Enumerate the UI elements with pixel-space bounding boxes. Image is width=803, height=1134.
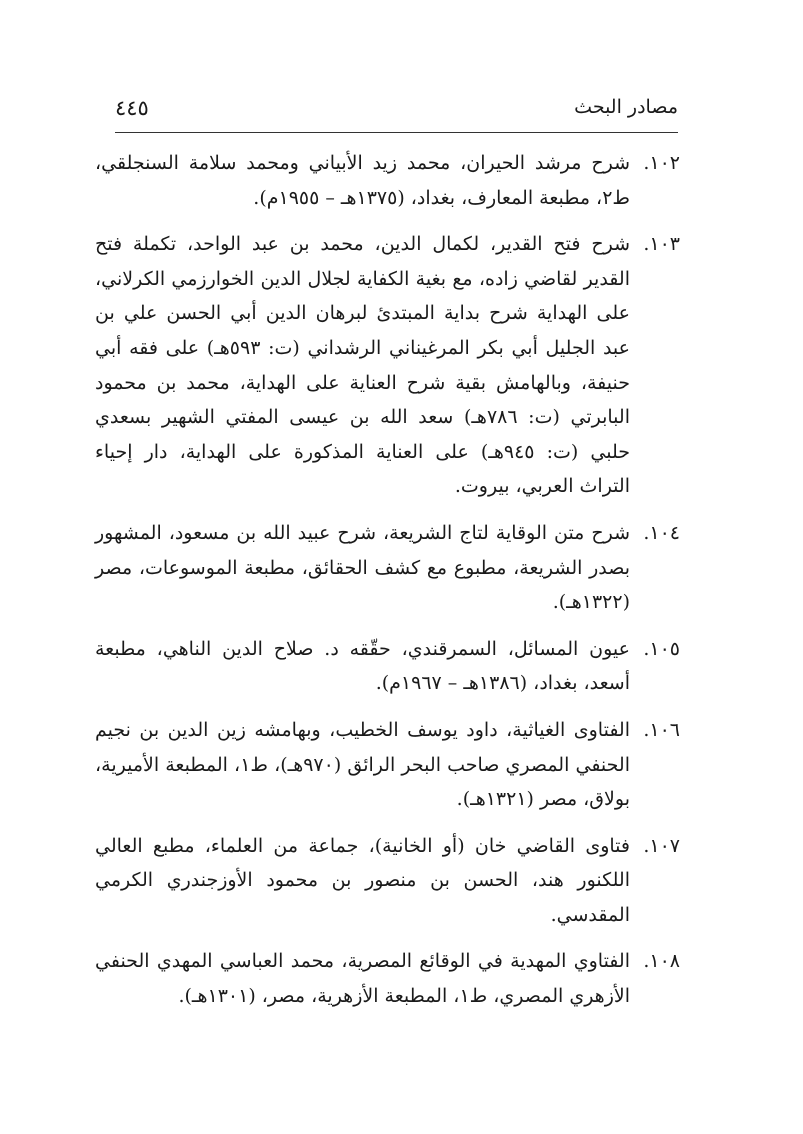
running-title: مصادر البحث [574, 96, 678, 118]
entry-text: شرح فتح القدير، لكمال الدين، محمد بن عبد الواحد، تكملة فتح القدير لقاضي زاده، مع بغية الكفاية لجلال الدين الخوارزمي الكرلاني، على الهداية شرح بداية المبتدئ لبرهان الدين أبي الحسن علي بن عبد الجليل أبي بكر المرغيناني الرشداني (ت: ٥٩٣هـ) على فقه أبي حنيفة، وبالهامش بقية شرح العناية على الهداية، محمد بن محمود البابرتي (ت: ٧٨٦هـ) سعد الله بن عيسى المفتي الشهير بسعدي حلبي (ت: ٩٤٥هـ) على العناية المذكورة على الهداية، دار إحياء التراث العربي، بيروت. [95, 233, 631, 498]
bibliography-entry-103 [95, 227, 680, 504]
entry-number: ١٠٥. [643, 637, 680, 660]
bibliography-entry-102 [95, 146, 680, 215]
bibliography-list [95, 146, 680, 1026]
entry-text: الفتاوي المهدية في الوقائع المصرية، محمد العباسي المهدي الحنفي الأزهري المصري، ط١، المطبعة الأزهرية، مصر، (١٣٠١هـ). [95, 950, 630, 1008]
bibliography-entry-108 [95, 944, 680, 1013]
entry-number: ١٠٢. [643, 152, 680, 174]
entry-text: شرح مرشد الحيران، محمد زيد الأبياني ومحمد سلامة السنجلقي، ط٢، مطبعة المعارف، بغداد، (١٣٧٥هـ – ١٩٥٥م). [95, 152, 630, 209]
entry-number: ١٠٣. [643, 233, 680, 256]
entry-number: ١٠٦. [643, 718, 680, 741]
page-number: ٤٤٥ [115, 96, 149, 120]
entry-text: عيون المسائل، السمرقندي، حقّقه د. صلاح الدين الناهي، مطبعة أسعد، بغداد، (١٣٨٦هـ – ١٩٦٧م). [95, 637, 630, 695]
bibliography-entry-104 [95, 516, 680, 620]
bibliography-entry-107 [95, 829, 680, 933]
entry-number: ١٠٤. [643, 521, 680, 544]
entry-number: ١٠٧. [643, 834, 680, 857]
bibliography-entry-105 [95, 632, 680, 701]
entry-text: فتاوى القاضي خان (أو الخانية)، جماعة من العلماء، مطبع العالي اللكنور هند، الحسن بن منصور بن محمود الأوزجندري الكرمي المقدسي. [95, 834, 630, 926]
header-rule [115, 132, 678, 133]
entry-text: شرح متن الوقاية لتاج الشريعة، شرح عبيد الله بن مسعود، المشهور بصدر الشريعة، مطبوع مع كشف الحقائق، مطبعة الموسوعات، مصر (١٣٢٢هـ). [95, 521, 630, 614]
page-header [115, 92, 678, 132]
bibliography-entry-106 [95, 713, 680, 817]
entry-text: الفتاوى الغياثية، داود يوسف الخطيب، وبهامشه زين الدين بن نجيم الحنفي المصري صاحب البحر الرائق (٩٧٠هـ)، ط١، المطبعة الأميرية، بولاق، مصر (١٣٢١هـ). [95, 718, 630, 811]
entry-number: ١٠٨. [643, 950, 680, 973]
